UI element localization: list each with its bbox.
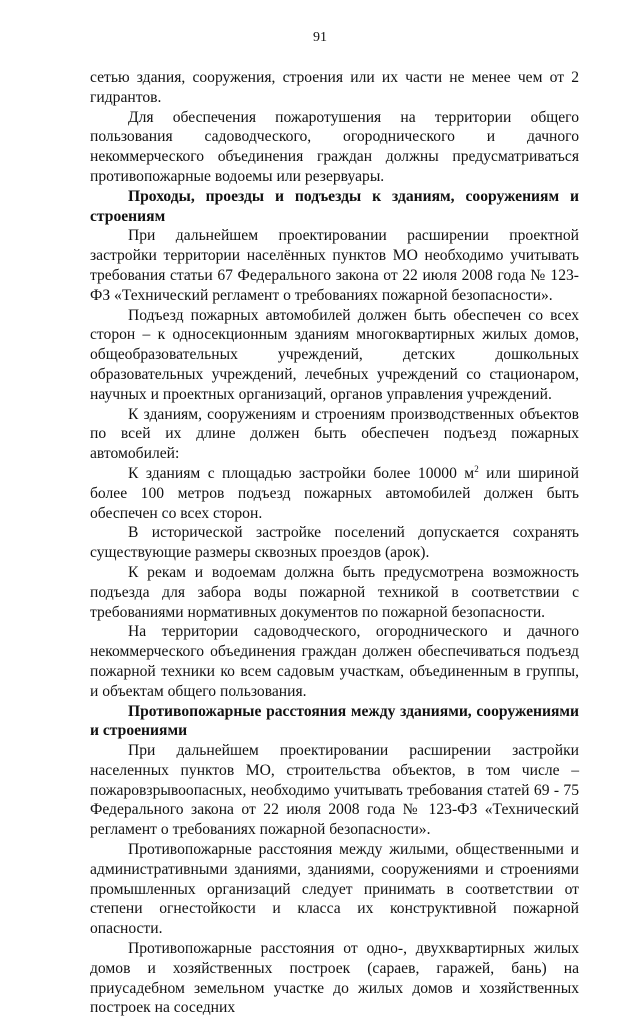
paragraph: сетью здания, сооружения, строения или их части не менее чем от 2 гидрантов. [90,69,579,106]
paragraph: Подъезд пожарных автомобилей должен быть обеспечен со всех сторон – к односекционным зданиям многоквартирных жилых домов, общеобразовательных учреждений, детских дошкольных образовательных учреждений, лечебных учреждений со стационаром, научных и проектных организаций, органов управления учреждений. [90,306,579,403]
paragraph-text: К зданиям с площадью застройки более 10000 м [128,464,475,482]
paragraph: На территории садоводческого, огороднического и дачного некоммерческого объединения граждан должен обеспечиваться подъезд пожарной техники ко всем садовым участкам, объединенным в группы, и объектам общего пользования. [90,623,579,700]
superscript: 2 [474,463,479,474]
paragraph: Противопожарные расстояния от одно-, двухквартирных жилых домов и хозяйственных построек (сараев, гаражей, бань) на приусадебном земельном участке до жилых домов и хозяйственных построек на соседних [90,940,579,1017]
paragraph: При дальнейшем проектировании расширении застройки населенных пунктов МО, строительства объектов, в том числе – пожаровзрывоопасных, необходимо учитывать требования статей 69 - 75 Федерального закона от 22 июля 2008 года № 123-ФЗ «Технический регламент о требованиях пожарной безопасности». [90,742,579,839]
page-number: 91 [313,30,327,45]
paragraph: Для обеспечения пожаротушения на территории общего пользования садоводческого, огороднического и дачного некоммерческого объединения граждан должны предусматриваться противопожарные водоемы или резервуары. [90,108,579,185]
section-heading: Проходы, проезды и подъезды к зданиям, сооружениям и строениям [90,187,579,225]
paragraph: При дальнейшем проектировании расширении проектной застройки территории населённых пунктов МО необходимо учитывать требования статьи 67 Федерального закона от 22 июля 2008 года № 123-ФЗ «Технический регламент о требованиях пожарной безопасности». [90,227,579,304]
paragraph: Противопожарные расстояния между жилыми, общественными и административными зданиями, зданиями, сооружениями и строениями промышленных организаций следует принимать в соответствии от степени огнестойкости и класса их конструктивной пожарной опасности. [90,841,579,938]
paragraph: В исторической застройке поселений допускается сохранять существующие размеры сквозных проездов (арок). [90,524,579,562]
paragraph-with-superscript [90,464,579,523]
paragraph: К зданиям, сооружениям и строениям производственных объектов по всей их длине должен быть обеспечен подъезд пожарных автомобилей: [90,405,579,463]
paragraph: К рекам и водоемам должна быть предусмотрена возможность подъезда для забора воды пожарной техникой в соответствии с требованиями нормативных документов по пожарной безопасности. [90,563,579,621]
document-body [90,68,579,1018]
paragraph-text: или шириной более 100 метров подъезд пожарных автомобилей должен быть обеспечен со всех сторон. [90,464,579,522]
section-heading: Противопожарные расстояния между зданиями, сооружениями и строениями [90,702,579,740]
